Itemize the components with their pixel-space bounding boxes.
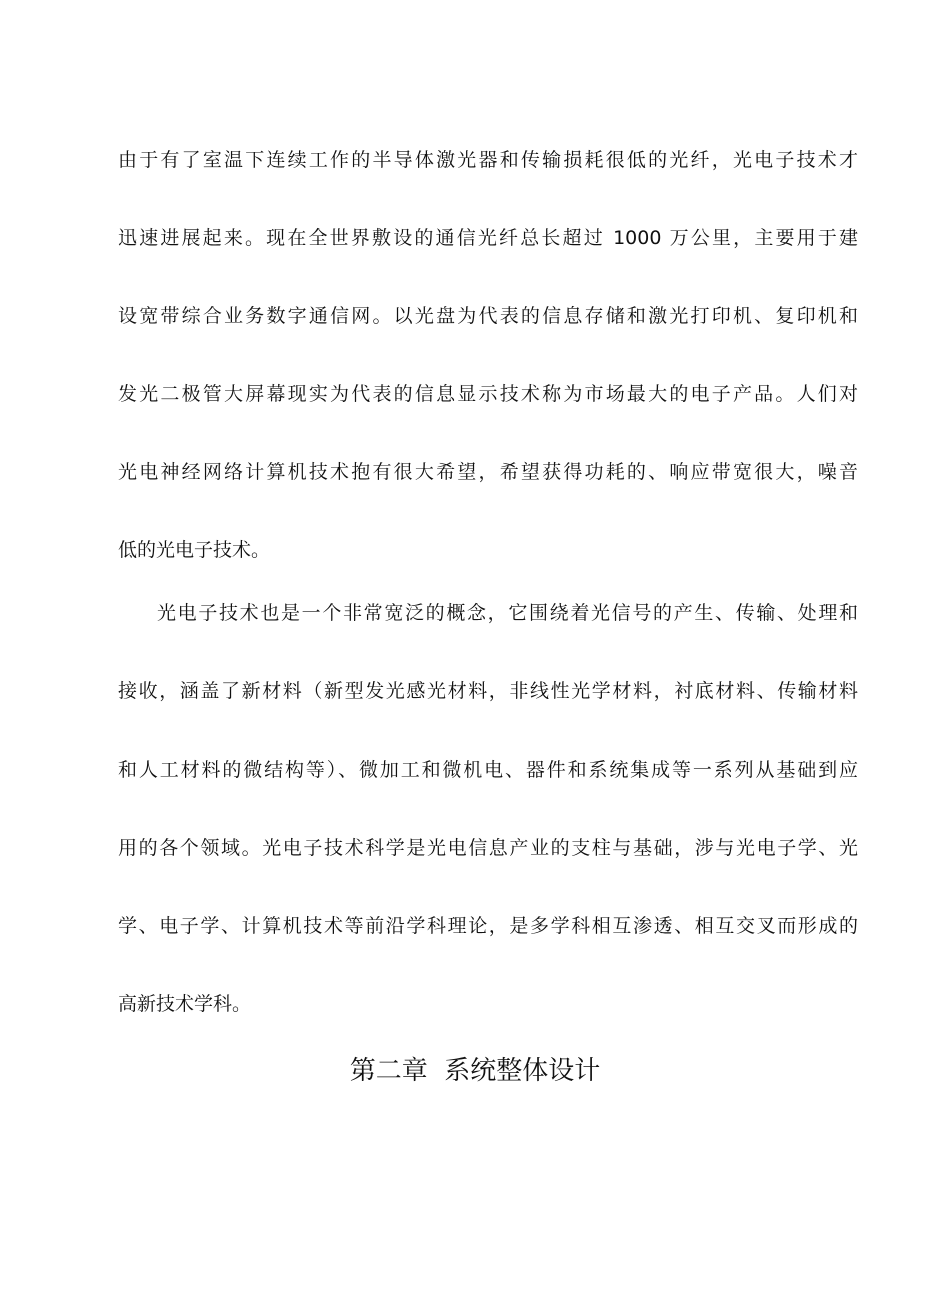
paragraph-line: 用的各个领域。光电子技术科学是光电信息产业的支柱与基础，涉与光电子学、光 (118, 837, 858, 859)
paragraph-line: 接收，涵盖了新材料（新型发光感光材料，非线性光学材料，衬底材料、传输材料 (118, 680, 858, 702)
paragraph-line: 和人工材料的微结构等）、微加工和微机电、器件和系统集成等一系列从基础到应 (118, 759, 858, 781)
chapter-heading: 第二章 系统整体设计 (349, 1056, 601, 1086)
paragraph-line: 高新技术学科。 (118, 993, 252, 1015)
paragraph-line: 迅速进展起来。现在全世界敷设的通信光纤总长超过 1000 万公里，主要用于建 (118, 227, 858, 249)
paragraph-line: 发光二极管大屏幕现实为代表的信息显示技术称为市场最大的电子产品。人们对 (118, 383, 858, 405)
paragraph-line: 光电子技术也是一个非常宽泛的概念，它围绕着光信号的产生、传输、处理和 (157, 602, 858, 624)
paragraph-line: 设宽带综合业务数字通信网。以光盘为代表的信息存储和激光打印机、复印机和 (118, 305, 858, 327)
paragraph-line: 学、电子学、计算机技术等前沿学科理论，是多学科相互渗透、相互交叉而形成的 (118, 915, 858, 937)
paragraph-line: 低的光电子技术。 (118, 539, 271, 561)
paragraph-line: 光电神经网络计算机技术抱有很大希望，希望获得功耗的、响应带宽很大，噪音 (118, 461, 858, 483)
paragraph-line: 由于有了室温下连续工作的半导体激光器和传输损耗很低的光纤，光电子技术才 (118, 149, 858, 171)
